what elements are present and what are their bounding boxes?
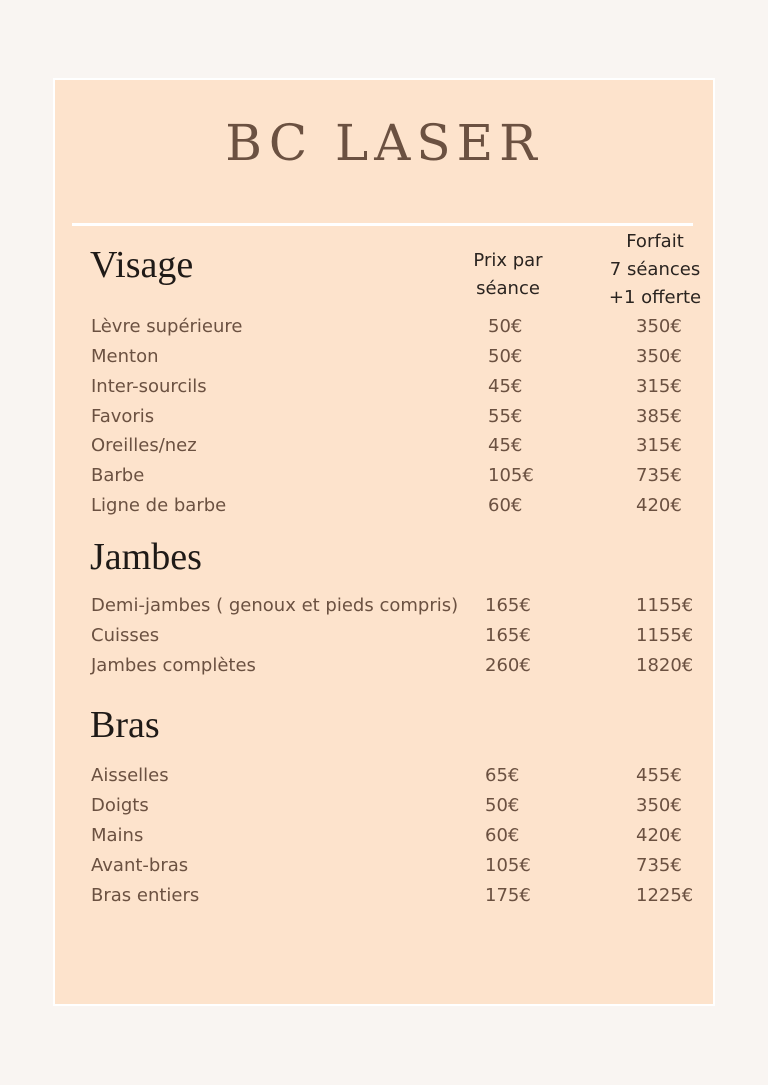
price-row bbox=[0, 884, 768, 908]
treatment-name: Barbe bbox=[91, 465, 145, 486]
package-price: 420€ bbox=[636, 495, 682, 516]
session-price: 50€ bbox=[485, 795, 520, 816]
session-price: 55€ bbox=[488, 406, 523, 427]
session-price: 65€ bbox=[485, 765, 520, 786]
price-row bbox=[0, 405, 768, 429]
price-row bbox=[0, 315, 768, 339]
treatment-name: Jambes complètes bbox=[91, 655, 256, 676]
price-row bbox=[0, 594, 768, 618]
treatment-name: Lèvre supérieure bbox=[91, 316, 243, 337]
treatment-name: Avant-bras bbox=[91, 855, 189, 876]
package-header-line-1: Forfait bbox=[626, 231, 684, 252]
package-price: 315€ bbox=[636, 435, 682, 456]
session-price: 165€ bbox=[485, 595, 531, 616]
price-row bbox=[0, 764, 768, 788]
treatment-name: Demi-jambes ( genoux et pieds compris) bbox=[91, 595, 459, 616]
per-session-header bbox=[458, 247, 558, 303]
package-header-line-3: +1 offerte bbox=[608, 287, 702, 308]
price-row bbox=[0, 794, 768, 818]
package-price: 420€ bbox=[636, 825, 682, 846]
price-row bbox=[0, 375, 768, 399]
per-session-header-line-1: Prix par bbox=[473, 250, 543, 271]
price-row bbox=[0, 494, 768, 518]
session-price: 60€ bbox=[488, 495, 523, 516]
session-price: 165€ bbox=[485, 625, 531, 646]
price-row bbox=[0, 654, 768, 678]
price-row bbox=[0, 464, 768, 488]
package-price: 1820€ bbox=[636, 655, 694, 676]
treatment-name: Aisselles bbox=[91, 765, 169, 786]
session-price: 50€ bbox=[488, 316, 523, 337]
price-row bbox=[0, 854, 768, 878]
package-price: 735€ bbox=[636, 465, 682, 486]
treatment-name: Bras entiers bbox=[91, 885, 200, 906]
package-price: 1225€ bbox=[636, 885, 694, 906]
session-price: 50€ bbox=[488, 346, 523, 367]
treatment-name: Favoris bbox=[91, 406, 155, 427]
session-price: 105€ bbox=[488, 465, 534, 486]
treatment-name: Menton bbox=[91, 346, 159, 367]
price-row bbox=[0, 624, 768, 648]
session-price: 105€ bbox=[485, 855, 531, 876]
package-price: 350€ bbox=[636, 795, 682, 816]
treatment-name: Cuisses bbox=[91, 625, 160, 646]
section-title-bras: Bras bbox=[90, 704, 160, 746]
package-price: 1155€ bbox=[636, 595, 694, 616]
session-price: 45€ bbox=[488, 376, 523, 397]
per-session-header-line-2: séance bbox=[476, 278, 540, 299]
package-header bbox=[600, 228, 710, 312]
treatment-name: Ligne de barbe bbox=[91, 495, 227, 516]
treatment-name: Mains bbox=[91, 825, 144, 846]
session-price: 175€ bbox=[485, 885, 531, 906]
package-price: 385€ bbox=[636, 406, 682, 427]
treatment-name: Oreilles/nez bbox=[91, 435, 197, 456]
section-title-jambes: Jambes bbox=[90, 536, 202, 578]
session-price: 60€ bbox=[485, 825, 520, 846]
page-title: BC LASER bbox=[225, 114, 543, 172]
package-price: 1155€ bbox=[636, 625, 694, 646]
price-row bbox=[0, 434, 768, 458]
package-header-line-2: 7 séances bbox=[609, 259, 701, 280]
package-price: 315€ bbox=[636, 376, 682, 397]
price-row bbox=[0, 824, 768, 848]
treatment-name: Inter-sourcils bbox=[91, 376, 207, 397]
package-price: 350€ bbox=[636, 316, 682, 337]
package-price: 735€ bbox=[636, 855, 682, 876]
price-row bbox=[0, 345, 768, 369]
session-price: 45€ bbox=[488, 435, 523, 456]
package-price: 350€ bbox=[636, 346, 682, 367]
treatment-name: Doigts bbox=[91, 795, 149, 816]
package-price: 455€ bbox=[636, 765, 682, 786]
session-price: 260€ bbox=[485, 655, 531, 676]
section-title-visage: Visage bbox=[90, 244, 194, 286]
title-divider bbox=[72, 223, 693, 226]
